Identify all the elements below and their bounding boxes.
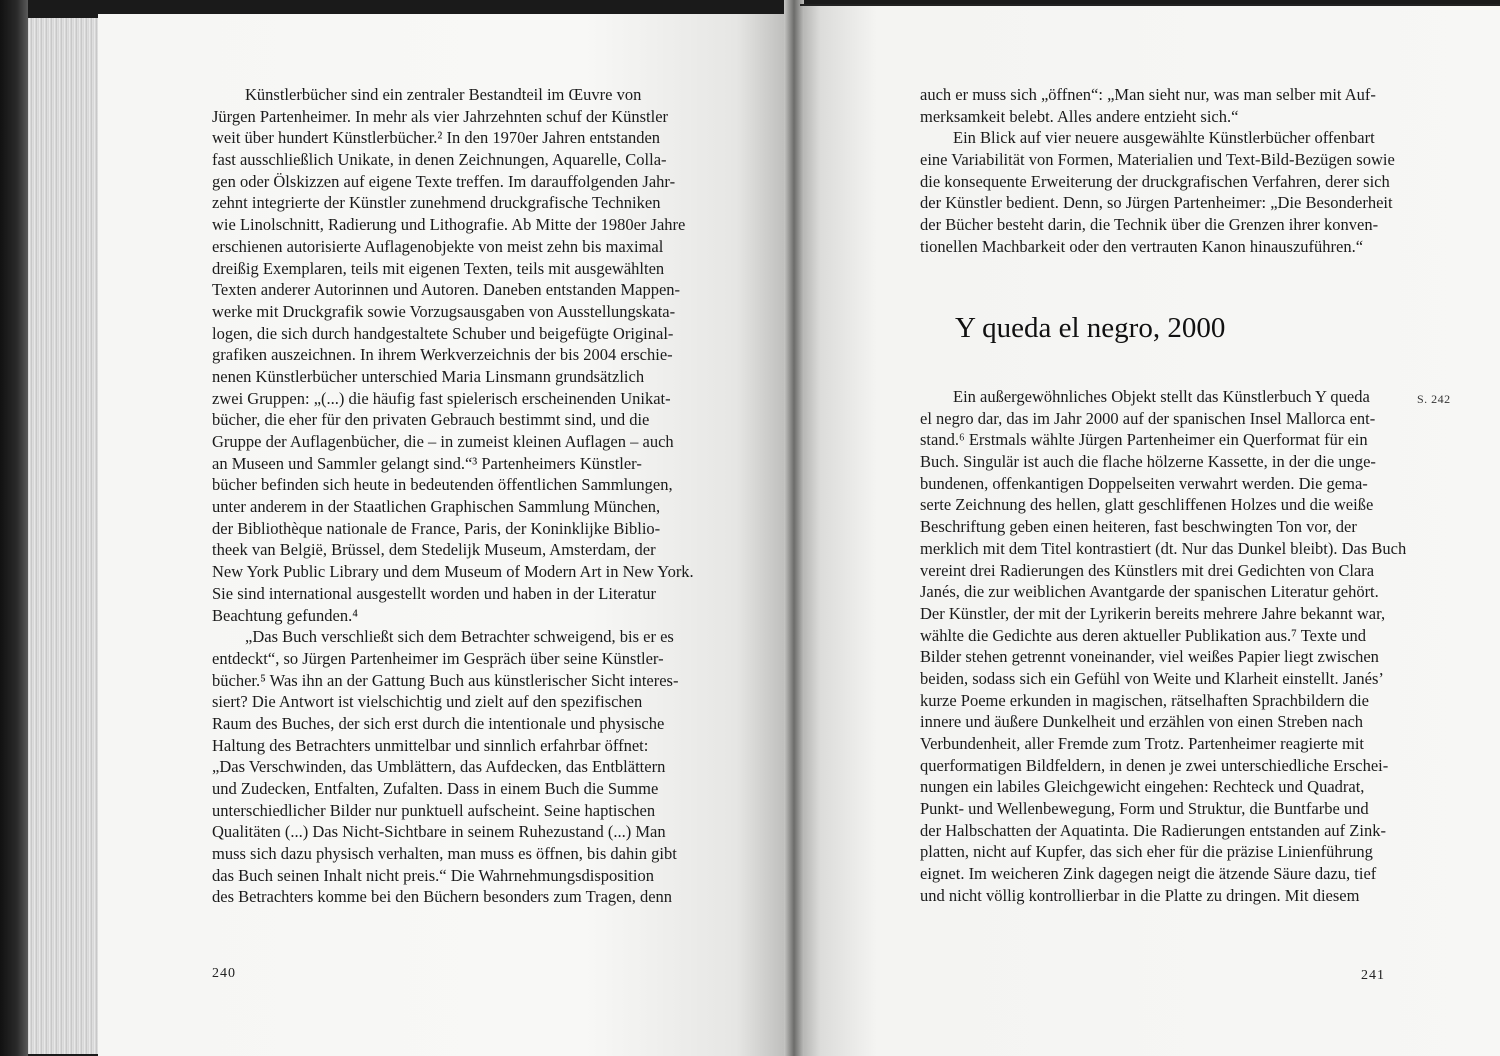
text-line: der Bücher besteht darin, die Technik über die Grenzen ihrer konven- (920, 215, 1379, 235)
right-body-text-main (920, 386, 1410, 907)
text-line: der Künstler bedient. Denn, so Jürgen Partenheimer: „Die Besonderheit (920, 193, 1393, 213)
text-line: der Halbschatten der Aquatinta. Die Radierungen entstanden auf Zink- (920, 820, 1386, 840)
text-line: Buch. Singulär ist auch die flache hölzerne Kassette, in der die unge- (920, 452, 1376, 472)
text-line: erschienen autorisierte Auflagenobjekte von meist zehn bis maximal (212, 236, 664, 256)
text-line: an Museen und Sammler gelangt sind.“³ Partenheimers Künstler- (212, 453, 642, 473)
text-line: theek van België, Brüssel, dem Stedelijk Museum, Amsterdam, der (212, 540, 656, 560)
text-line: Der Künstler, der mit der Lyrikerin bereits mehrere Jahre bekannt war, (920, 603, 1386, 623)
book-gutter (784, 0, 804, 1056)
text-line: Bilder stehen getrennt voneinander, viel weißes Papier liegt zwischen (920, 647, 1379, 667)
text-line: New York Public Library und dem Museum of Modern Art in New York. (212, 562, 694, 582)
text-line: Ein Blick auf vier neuere ausgewählte Künstlerbücher offenbart (920, 128, 1375, 148)
text-line: bundenen, offenkantigen Doppelseiten verwahrt werden. Die gema- (920, 473, 1368, 493)
text-line: „Das Buch verschließt sich dem Betrachter schweigend, bis er es (212, 627, 674, 647)
text-line: werke mit Druckgrafik sowie Vorzugsausgaben von Ausstellungskata- (212, 301, 676, 321)
page-edge-line (800, 4, 1500, 6)
text-line: „Das Verschwinden, das Umblättern, das Aufdecken, das Entblättern (212, 757, 666, 777)
text-line: eine Variabilität von Formen, Materialien und Text-Bild-Bezügen sowie (920, 150, 1395, 170)
text-line: siert? Die Antwort ist vielschichtig und zielt auf den spezifischen (212, 692, 643, 712)
text-line: nenen Künstlerbücher unterschied Maria Linsmann grundsätzlich (212, 366, 645, 386)
text-line: Beachtung gefunden.⁴ (212, 605, 358, 625)
text-line: dreißig Exemplaren, teils mit eigenen Texten, teils mit ausgewählten (212, 258, 665, 278)
text-line: tionellen Machbarkeit oder den vertrauten Kanon hinauszuführen.“ (920, 236, 1364, 256)
text-line: zehnt integrierte der Künstler zunehmend druckgrafische Techniken (212, 193, 661, 213)
text-line: entdeckt“, so Jürgen Partenheimer im Gespräch über seine Künstler- (212, 648, 664, 668)
text-line: unterschiedlicher Bilder nur punktuell aufscheint. Seine haptischen (212, 800, 656, 820)
left-body-text (212, 84, 702, 908)
page-number-right: 241 (1361, 968, 1385, 983)
text-line: vereint drei Radierungen des Künstlers mit drei Gedichten von Clara (920, 560, 1375, 580)
text-line: wählte die Gedichte aus deren aktueller Publikation aus.⁷ Texte und (920, 625, 1366, 645)
page-stack (28, 18, 98, 1054)
text-line: Jürgen Partenheimer. In mehr als vier Jahrzehnten schuf der Künstler (212, 106, 669, 126)
text-line: serte Zeichnung des hellen, glatt geschliffenen Holzes und die weiße (920, 495, 1374, 515)
text-line: wie Linolschnitt, Radierung und Lithografie. Ab Mitte der 1980er Jahre (212, 215, 686, 235)
text-line: Gruppe der Auflagenbücher, die – in zumeist kleinen Auflagen – auch (212, 432, 674, 451)
text-line: Janés, die zur weiblichen Avantgarde der spanischen Literatur gehört. (920, 582, 1379, 602)
text-line: merklich mit dem Titel kontrastiert (dt. Nur das Dunkel bleibt). Das Buch (920, 538, 1407, 558)
text-line: des Betrachters komme bei den Büchern besonders zum Tragen, denn (212, 887, 673, 907)
text-line: auch er muss sich „öffnen“: „Man sieht nur, was man selber mit Auf- (920, 85, 1376, 104)
page-number-left: 240 (212, 966, 236, 981)
text-line: fast ausschließlich Unikate, in denen Zeichnungen, Aquarelle, Colla- (212, 150, 667, 170)
section-heading: Y queda el negro, 2000 (955, 312, 1226, 344)
text-line: platten, nicht auf Kupfer, das sich eher für die präzise Linienführung (920, 842, 1373, 862)
text-line: Texten anderer Autorinnen und Autoren. Daneben entstanden Mappen- (212, 280, 681, 300)
text-line: nungen ein labiles Gleichgewicht eingehen: Rechteck und Quadrat, (920, 777, 1365, 797)
text-line: zwei Gruppen: „(...) die häufig fast spielerisch erscheinenden Unikat- (212, 388, 671, 408)
text-line: Qualitäten (...) Das Nicht-Sichtbare in seinem Ruhezustand (...) Man (212, 822, 666, 842)
text-line: weit über hundert Künstlerbücher.² In den 1970er Jahren entstanden (212, 128, 661, 148)
text-line: das Buch seinen Inhalt nicht preis.“ Die Wahrnehmungsdisposition (212, 865, 654, 885)
text-line: unter anderem in der Staatlichen Graphischen Sammlung München, (212, 497, 661, 517)
text-line: bücher, die eher für den privaten Gebrauch bestimmt sind, und die (212, 410, 650, 430)
text-line: und nicht völlig kontrollierbar in die Platte zu dringen. Mit diesem (920, 885, 1360, 905)
text-line: eignet. Im weicheren Zink dagegen neigt die ätzende Säure dazu, tief (920, 864, 1377, 884)
text-line: Verbundenheit, aller Fremde zum Trotz. Partenheimer reagierte mit (920, 734, 1364, 753)
text-line: innere und äußere Dunkelheit und erzählen von einen Streben nach (920, 712, 1364, 732)
text-line: kurze Poeme erkunden in magischen, rätselhaften Sprachbildern die (920, 690, 1370, 710)
book-edge (0, 0, 28, 1056)
text-line: Sie sind international ausgestellt worden und haben in der Literatur (212, 583, 657, 603)
text-line: Beschriftung geben einen heiteren, fast beschwingten Ton vor, der (920, 517, 1357, 537)
text-line: merksamkeit belebt. Alles andere entzieht sich.“ (920, 106, 1239, 126)
text-line: grafiken auszeichnen. In ihrem Werkverzeichnis der bis 2004 erschie- (212, 345, 673, 365)
text-line: gen oder Ölskizzen auf eigene Texte treffen. Im darauffolgenden Jahr- (212, 171, 676, 191)
text-line: beiden, sodass sich ein Gefühl von Weite und Klarheit einstellt. Janés’ (920, 668, 1384, 688)
text-line: und Zudecken, Entfalten, Zufalten. Dass in einem Buch die Summe (212, 779, 659, 798)
text-line: Raum des Buches, der sich erst durch die intentionale und physische (212, 713, 665, 733)
text-line: logen, die sich durch handgestaltete Schuber und beigefügte Original- (212, 323, 674, 343)
text-line: Ein außergewöhnliches Objekt stellt das Künstlerbuch Y queda (920, 387, 1370, 406)
text-line: querformatigen Bildfeldern, in denen je zwei unterschiedliche Erschei- (920, 755, 1389, 775)
text-line: Künstlerbücher sind ein zentraler Bestandteil im Œuvre von (212, 85, 642, 104)
right-body-text-top (920, 84, 1410, 258)
text-line: muss sich dazu physisch verhalten, man muss es öffnen, bis dahin gibt (212, 844, 677, 864)
text-line: Haltung des Betrachters unmittelbar und sinnlich erfahrbar öffnet: (212, 735, 649, 755)
text-line: stand.⁶ Erstmals wählte Jürgen Partenheimer ein Querformat für ein (920, 430, 1368, 450)
text-line: el negro dar, das im Jahr 2000 auf der spanischen Insel Mallorca ent- (920, 408, 1376, 428)
text-line: Punkt- und Wellenbewegung, Form und Struktur, die Buntfarbe und (920, 799, 1369, 819)
margin-page-reference: S. 242 (1417, 392, 1451, 406)
text-line: die konsequente Erweiterung der druckgrafischen Verfahren, derer sich (920, 171, 1390, 191)
text-line: bücher.⁵ Was ihn an der Gattung Buch aus künstlerischer Sicht interes- (212, 670, 679, 690)
text-line: der Bibliothèque nationale de France, Paris, der Koninklijke Biblio- (212, 518, 661, 538)
text-line: bücher befinden sich heute in bedeutenden öffentlichen Sammlungen, (212, 475, 673, 495)
